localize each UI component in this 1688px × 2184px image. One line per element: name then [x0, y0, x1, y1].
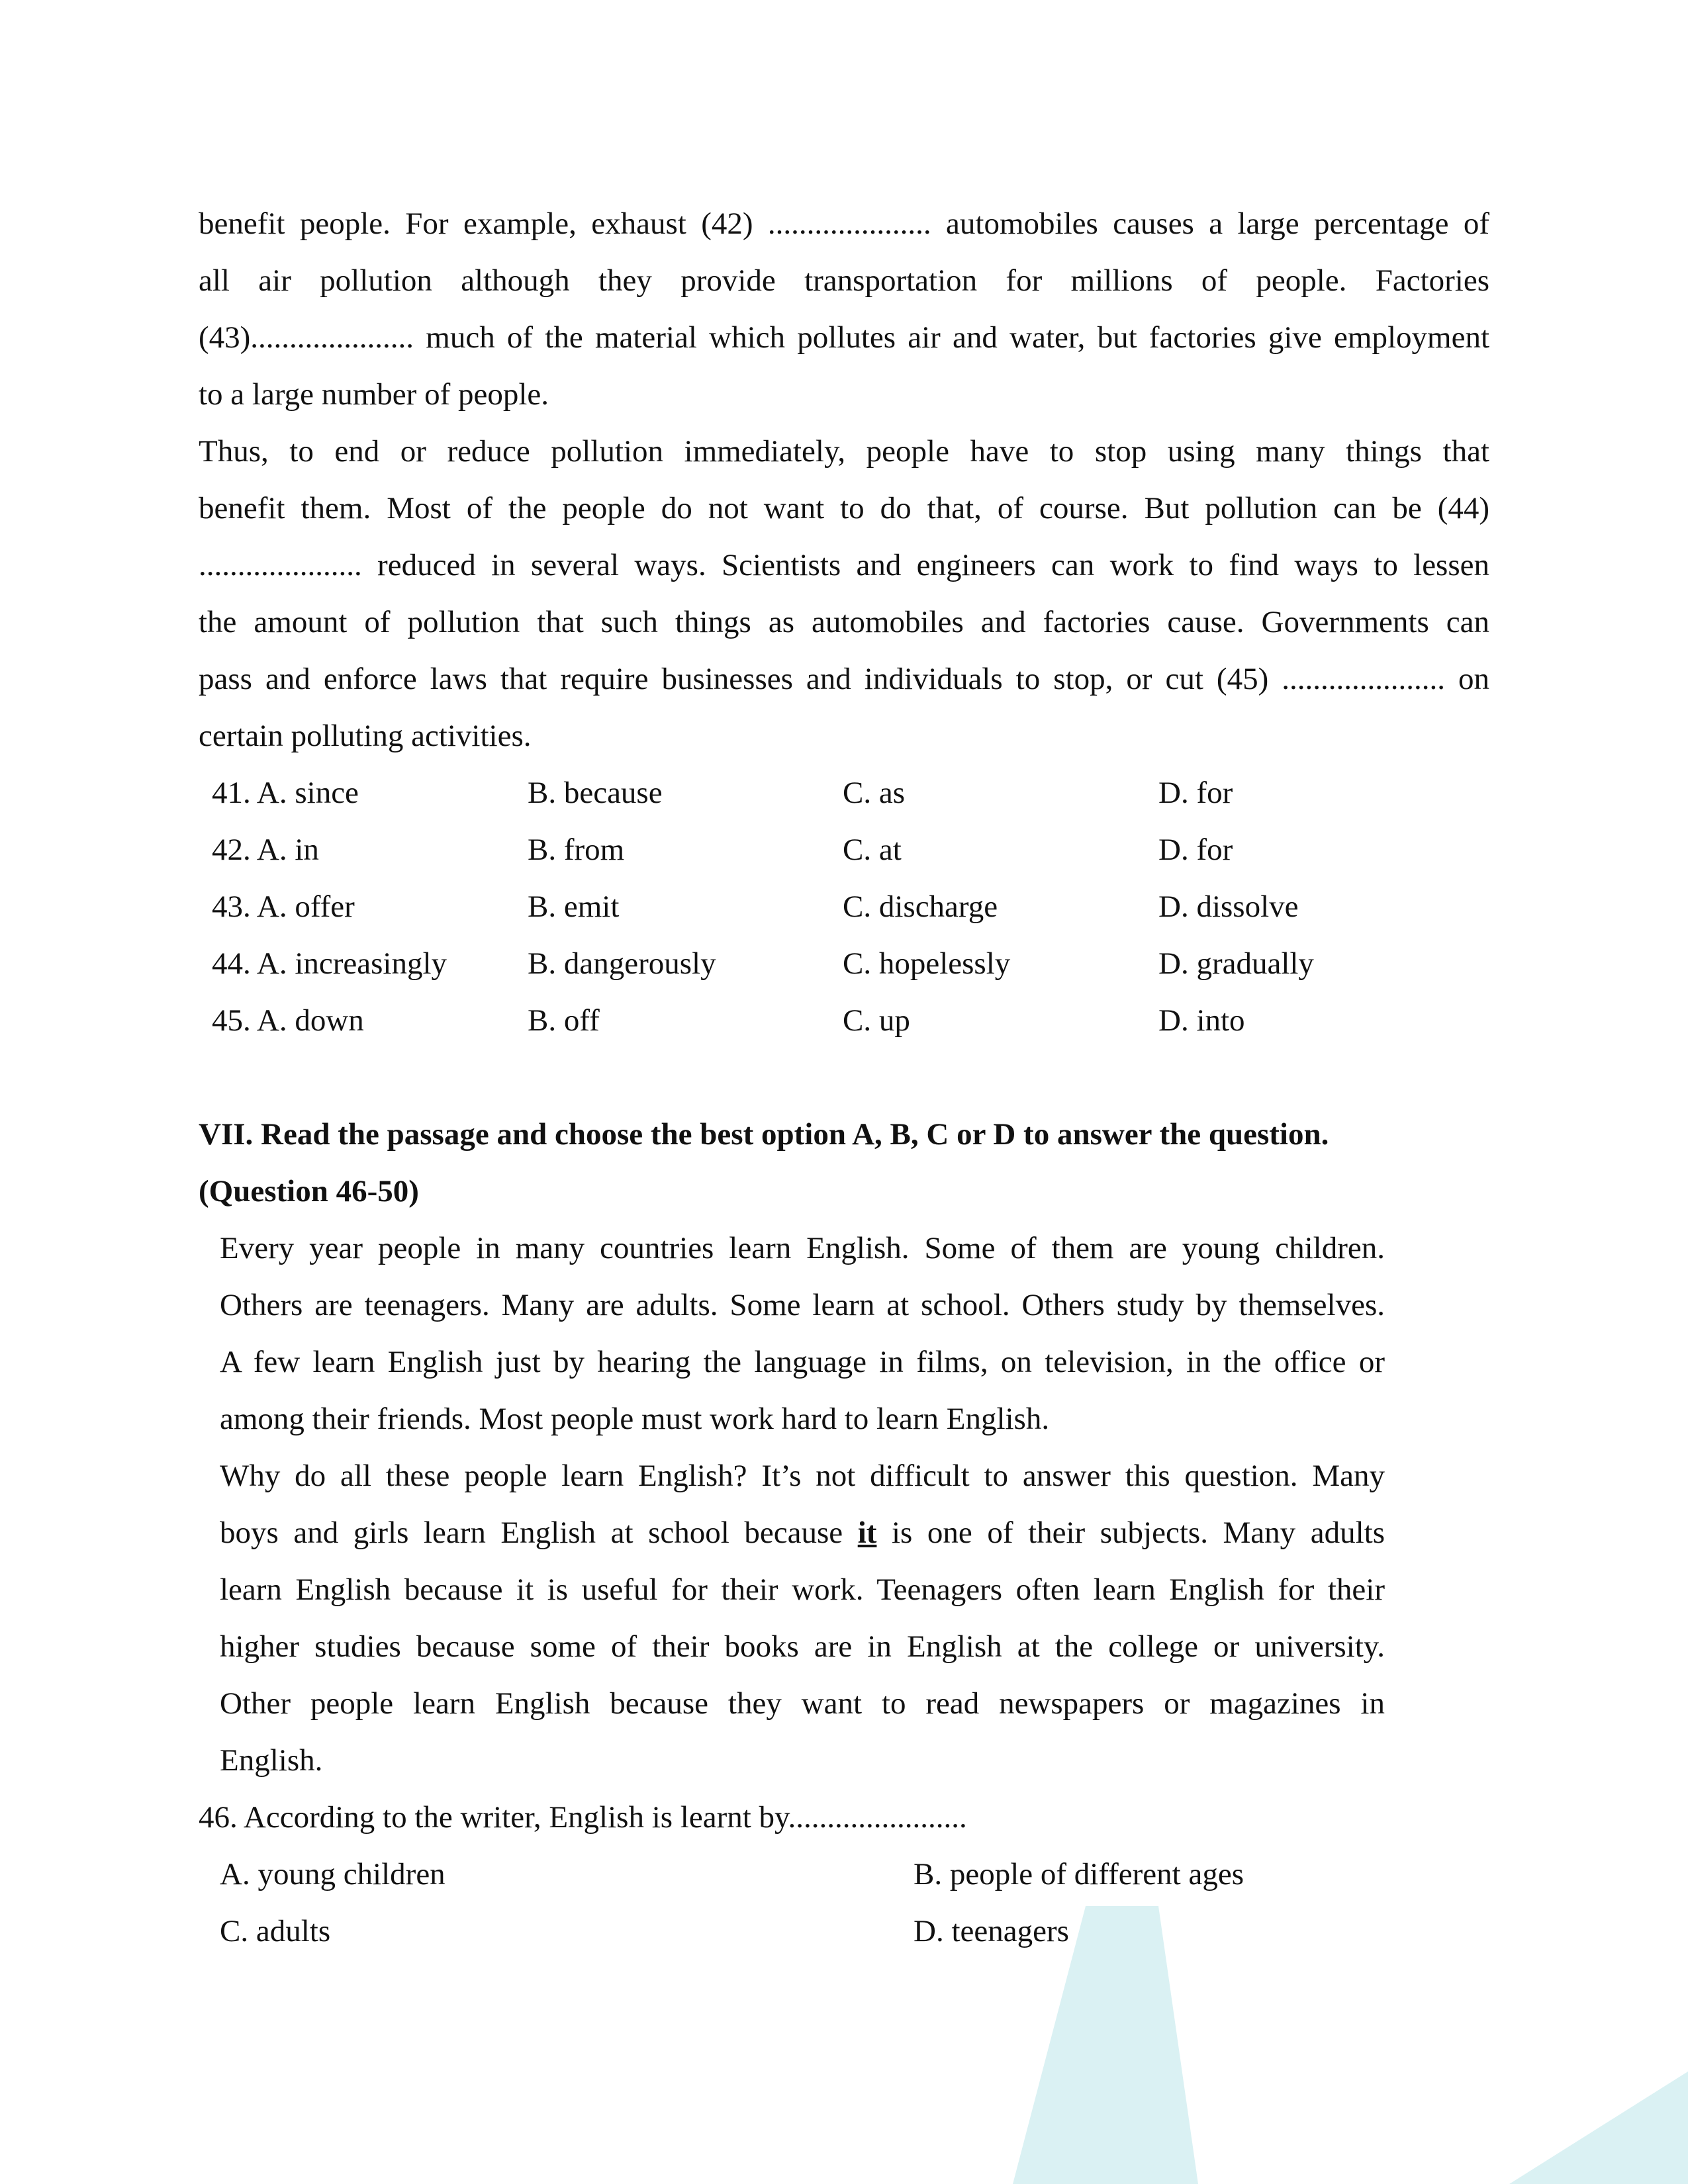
- option-43-d: D. dissolve: [1158, 889, 1299, 924]
- option-43-a: 43. A. offer: [212, 889, 355, 924]
- answer-46-d: D. teenagers: [914, 1914, 1069, 1948]
- section-spacer: [199, 1049, 1489, 1106]
- passage6-line: benefit people. For example, exhaust (42) ..................... automobiles causes a large percentage of: [199, 206, 1489, 241]
- option-42-b: B. from: [528, 833, 625, 867]
- option-42-d: D. for: [1158, 833, 1233, 867]
- passage7-line: A few learn English just by hearing the language in films, on television, in the office or: [220, 1345, 1385, 1379]
- option-45-a: 45. A. down: [212, 1003, 364, 1038]
- underlined-word-it: it: [857, 1516, 877, 1550]
- passage6-line: the amount of pollution that such things as automobiles and factories cause. Governments can: [199, 605, 1489, 639]
- option-43-c: C. discharge: [843, 889, 998, 924]
- option-45-b: B. off: [528, 1003, 600, 1038]
- passage6-line: ..................... reduced in several ways. Scientists and engineers can work to find ways to lessen: [199, 548, 1489, 582]
- reading-passage: [220, 1220, 1385, 1789]
- passage7-line: learn English because it is useful for their work. Teenagers often learn English for their: [220, 1572, 1385, 1607]
- option-41-c: C. as: [843, 776, 905, 810]
- answer-row-46-ab: [199, 1846, 1489, 1903]
- option-42-c: C. at: [843, 833, 902, 867]
- option-45-c: C. up: [843, 1003, 910, 1038]
- option-row-44: [199, 935, 1489, 992]
- option-44-a: 44. A. increasingly: [212, 946, 447, 981]
- option-42-a: 42. A. in: [212, 833, 319, 867]
- passage7-line: Why do all these people learn English? It’s not difficult to answer this question. Many: [220, 1459, 1385, 1493]
- passage7-line: among their friends. Most people must work hard to learn English.: [220, 1402, 1050, 1436]
- option-row-42: [199, 821, 1489, 878]
- passage6-line: certain polluting activities.: [199, 719, 532, 753]
- answer-46-c: C. adults: [220, 1914, 331, 1948]
- passage6-line: pass and enforce laws that require businesses and individuals to stop, or cut (45) ..................... on: [199, 662, 1489, 696]
- passage7-line: Other people learn English because they want to read newspapers or magazines in: [220, 1686, 1385, 1721]
- option-41-d: D. for: [1158, 776, 1233, 810]
- passage7-line: higher studies because some of their books are in English at the college or university.: [220, 1629, 1385, 1664]
- passage6-line: all air pollution although they provide transportation for millions of people. Factories: [199, 263, 1489, 298]
- option-41-b: B. because: [528, 776, 663, 810]
- passage7-text-before: boys and girls learn English at school because: [220, 1516, 858, 1550]
- passage6-line: benefit them. Most of the people do not want to do that, of course. But pollution can be (44): [199, 491, 1489, 525]
- question-46: 46. According to the writer, English is learnt by.......................: [199, 1800, 967, 1835]
- option-row-41: [199, 764, 1489, 821]
- passage6-line: Thus, to end or reduce pollution immediately, people have to stop using many things that: [199, 434, 1489, 469]
- passage6-line: (43)..................... much of the material which pollutes air and water, but factories give employment: [199, 320, 1489, 355]
- passage7-line-with-it: [220, 1504, 1385, 1561]
- passage6-line: to a large number of people.: [199, 377, 549, 412]
- answer-46-b: B. people of different ages: [914, 1857, 1244, 1891]
- answer-row-46-cd: [199, 1903, 1489, 1960]
- answer-46-a: A. young children: [220, 1857, 445, 1891]
- option-43-b: B. emit: [528, 889, 620, 924]
- option-row-45: [199, 992, 1489, 1049]
- option-44-b: B. dangerously: [528, 946, 716, 981]
- option-44-c: C. hopelessly: [843, 946, 1011, 981]
- passage7-text-after: is one of their subjects. Many adults: [876, 1516, 1385, 1550]
- option-row-43: [199, 878, 1489, 935]
- passage7-line: Others are teenagers. Many are adults. Some learn at school. Others study by themselves.: [220, 1288, 1385, 1322]
- option-44-d: D. gradually: [1158, 946, 1314, 981]
- page-content: [199, 195, 1489, 1960]
- passage7-line: English.: [220, 1743, 323, 1778]
- section-heading: VII. Read the passage and choose the best option A, B, C or D to answer the question.: [199, 1117, 1329, 1152]
- section-subheading: (Question 46-50): [199, 1174, 419, 1208]
- option-45-d: D. into: [1158, 1003, 1245, 1038]
- option-41-a: 41. A. since: [212, 776, 359, 810]
- passage7-line: Every year people in many countries learn English. Some of them are young children.: [220, 1231, 1385, 1265]
